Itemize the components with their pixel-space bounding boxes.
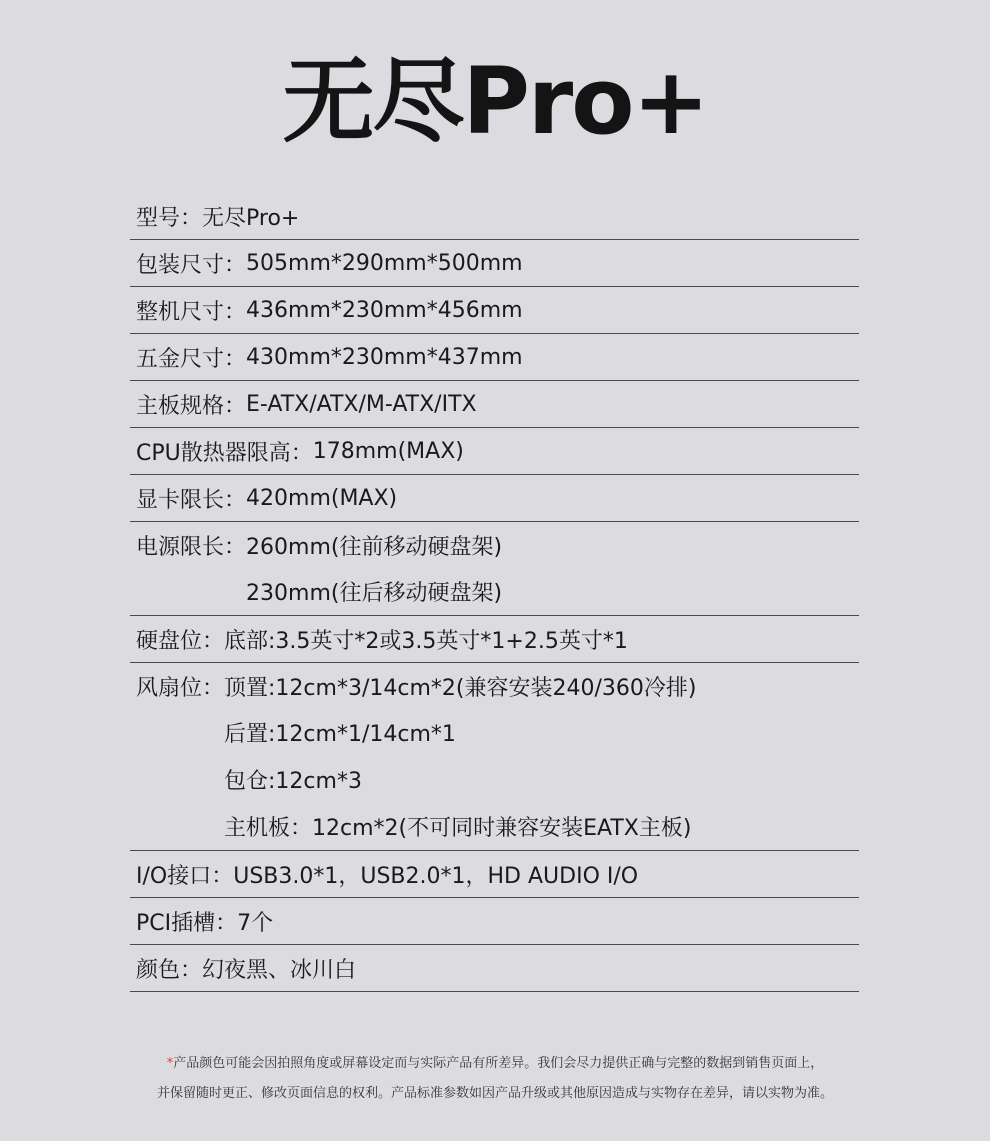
spec-value: 后置:12cm*1/14cm*1 xyxy=(224,722,456,747)
spec-label: 硬盘位： xyxy=(136,628,225,654)
spec-value: 底部:3.5英寸*2或3.5英寸*1+2.5英寸*1 xyxy=(224,628,628,654)
footnote-marker: * xyxy=(166,1056,174,1071)
spec-label: 五金尺寸： xyxy=(136,346,247,372)
spec-row xyxy=(130,475,859,522)
spec-line-continued xyxy=(130,756,859,803)
spec-line-continued xyxy=(130,803,859,850)
spec-value: 430mm*230mm*437mm xyxy=(246,344,523,370)
spec-label: 主板规格： xyxy=(136,393,247,419)
spec-line xyxy=(130,334,859,380)
spec-row xyxy=(130,616,859,663)
spec-line xyxy=(130,898,859,944)
spec-label: 显卡限长： xyxy=(136,487,247,513)
spec-value: 无尽Pro+ xyxy=(202,205,300,231)
spec-label: 颜色： xyxy=(136,957,203,983)
product-title: 无尽Pro+ xyxy=(282,48,708,155)
spec-value: USB3.0*1，USB2.0*1，HD AUDIO I/O xyxy=(233,863,639,889)
spec-line xyxy=(130,428,859,474)
spec-line xyxy=(130,193,859,239)
spec-row xyxy=(130,334,859,381)
spec-line xyxy=(130,287,859,333)
spec-row xyxy=(130,522,859,616)
spec-table xyxy=(130,193,859,992)
spec-line xyxy=(130,616,859,662)
spec-value: 7个 xyxy=(237,910,274,936)
spec-line-continued xyxy=(130,709,859,756)
spec-row xyxy=(130,428,859,475)
spec-value: 178mm(MAX) xyxy=(312,438,464,464)
spec-label: 型号： xyxy=(136,205,203,231)
spec-line xyxy=(130,522,859,568)
spec-line-continued xyxy=(130,568,859,615)
spec-row xyxy=(130,898,859,945)
spec-row xyxy=(130,193,859,240)
spec-label: 包装尺寸： xyxy=(136,252,247,278)
footnote-text-1: 产品颜色可能会因拍照角度或屏幕设定而与实际产品有所差异。我们会尽力提供正确与完整的数据到销售页面上， xyxy=(173,1056,824,1071)
spec-value: 顶置:12cm*3/14cm*2(兼容安装240/360冷排) xyxy=(224,675,697,701)
spec-line xyxy=(130,475,859,521)
spec-line xyxy=(130,381,859,427)
spec-row xyxy=(130,240,859,287)
spec-label: I/O接口： xyxy=(136,863,234,889)
spec-label: CPU散热器限高： xyxy=(136,440,313,466)
spec-value: 505mm*290mm*500mm xyxy=(246,250,523,276)
spec-line xyxy=(130,851,859,897)
spec-label: PCI插槽： xyxy=(136,910,238,936)
spec-row xyxy=(130,287,859,334)
spec-row xyxy=(130,381,859,428)
spec-value: 230mm(往后移动硬盘架) xyxy=(246,581,503,606)
spec-label: 风扇位： xyxy=(136,675,225,701)
spec-line xyxy=(130,945,859,991)
spec-line xyxy=(130,663,859,709)
spec-label: 整机尺寸： xyxy=(136,299,247,325)
spec-value: E-ATX/ATX/M-ATX/ITX xyxy=(246,391,477,417)
spec-row xyxy=(130,663,859,851)
spec-value: 420mm(MAX) xyxy=(246,485,398,511)
footnote-line-1 xyxy=(0,1052,990,1071)
footnote-line-2: 并保留随时更正、修改页面信息的权利。产品标准参数如因产品升级或其他原因造成与实物存在差异，请以实物为准。 xyxy=(156,1086,833,1101)
spec-row xyxy=(130,945,859,992)
spec-value: 436mm*230mm*456mm xyxy=(246,297,523,323)
spec-line xyxy=(130,240,859,286)
spec-row xyxy=(130,851,859,898)
spec-label: 电源限长： xyxy=(136,534,247,560)
spec-value: 主机板：12cm*2(不可同时兼容安装EATX主板) xyxy=(224,816,692,841)
spec-value: 包仓:12cm*3 xyxy=(224,769,362,794)
spec-value: 幻夜黑、冰川白 xyxy=(202,957,357,983)
spec-value: 260mm(往前移动硬盘架) xyxy=(246,534,503,560)
